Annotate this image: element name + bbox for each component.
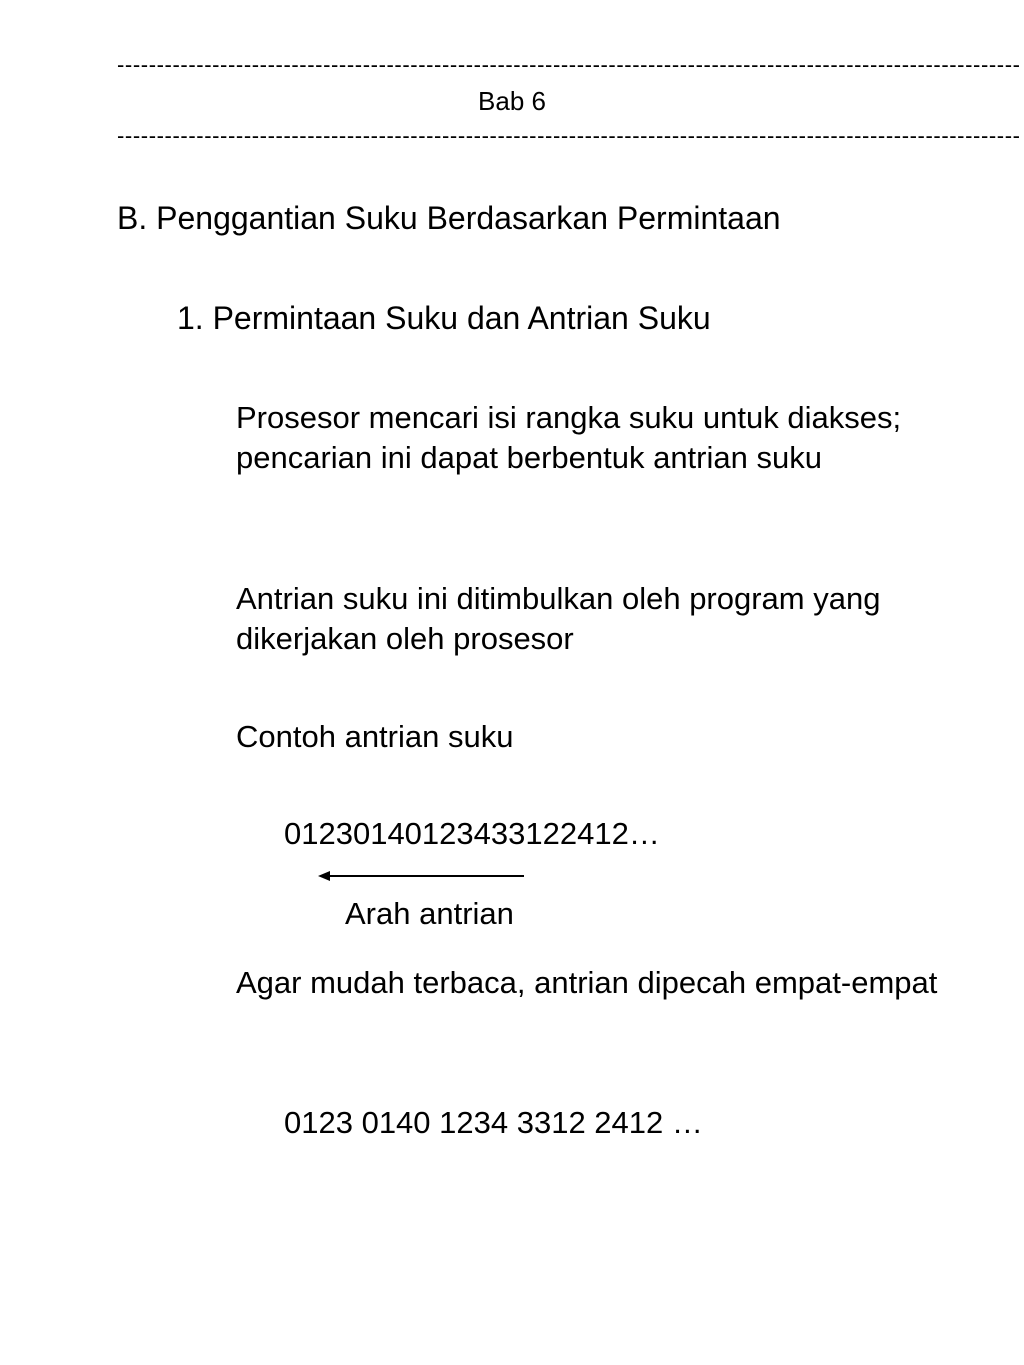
grouped-page-sequence: 0123 0140 1234 3312 2412 … xyxy=(284,1105,703,1140)
subsection-title: 1. Permintaan Suku dan Antrian Suku xyxy=(177,300,711,336)
section-title: B. Penggantian Suku Berdasarkan Permintaan xyxy=(117,200,781,236)
paragraph-queue-origin: Antrian suku ini ditimbulkan oleh program yang dikerjakan oleh prosesor xyxy=(236,581,881,656)
arrow-label: Arah antrian xyxy=(345,896,514,931)
chapter-title: Bab 6 xyxy=(478,86,546,116)
paragraph-grouping-note: Agar mudah terbaca, antrian dipecah empat-empat xyxy=(236,965,938,1000)
header-rule-bottom: ------------------------------------------------------------------------------------------------------------------ xyxy=(117,123,1021,148)
queue-direction-arrow-icon xyxy=(316,866,526,886)
header-rule-top: ------------------------------------------------------------------------------------------------------------------ xyxy=(117,52,1021,77)
paragraph-processor-search: Prosesor mencari isi rangka suku untuk diakses; pencarian ini dapat berbentuk antrian suku xyxy=(236,400,902,475)
paragraph-example-label: Contoh antrian suku xyxy=(236,719,514,754)
page-sequence: 01230140123433122412… xyxy=(284,816,660,851)
